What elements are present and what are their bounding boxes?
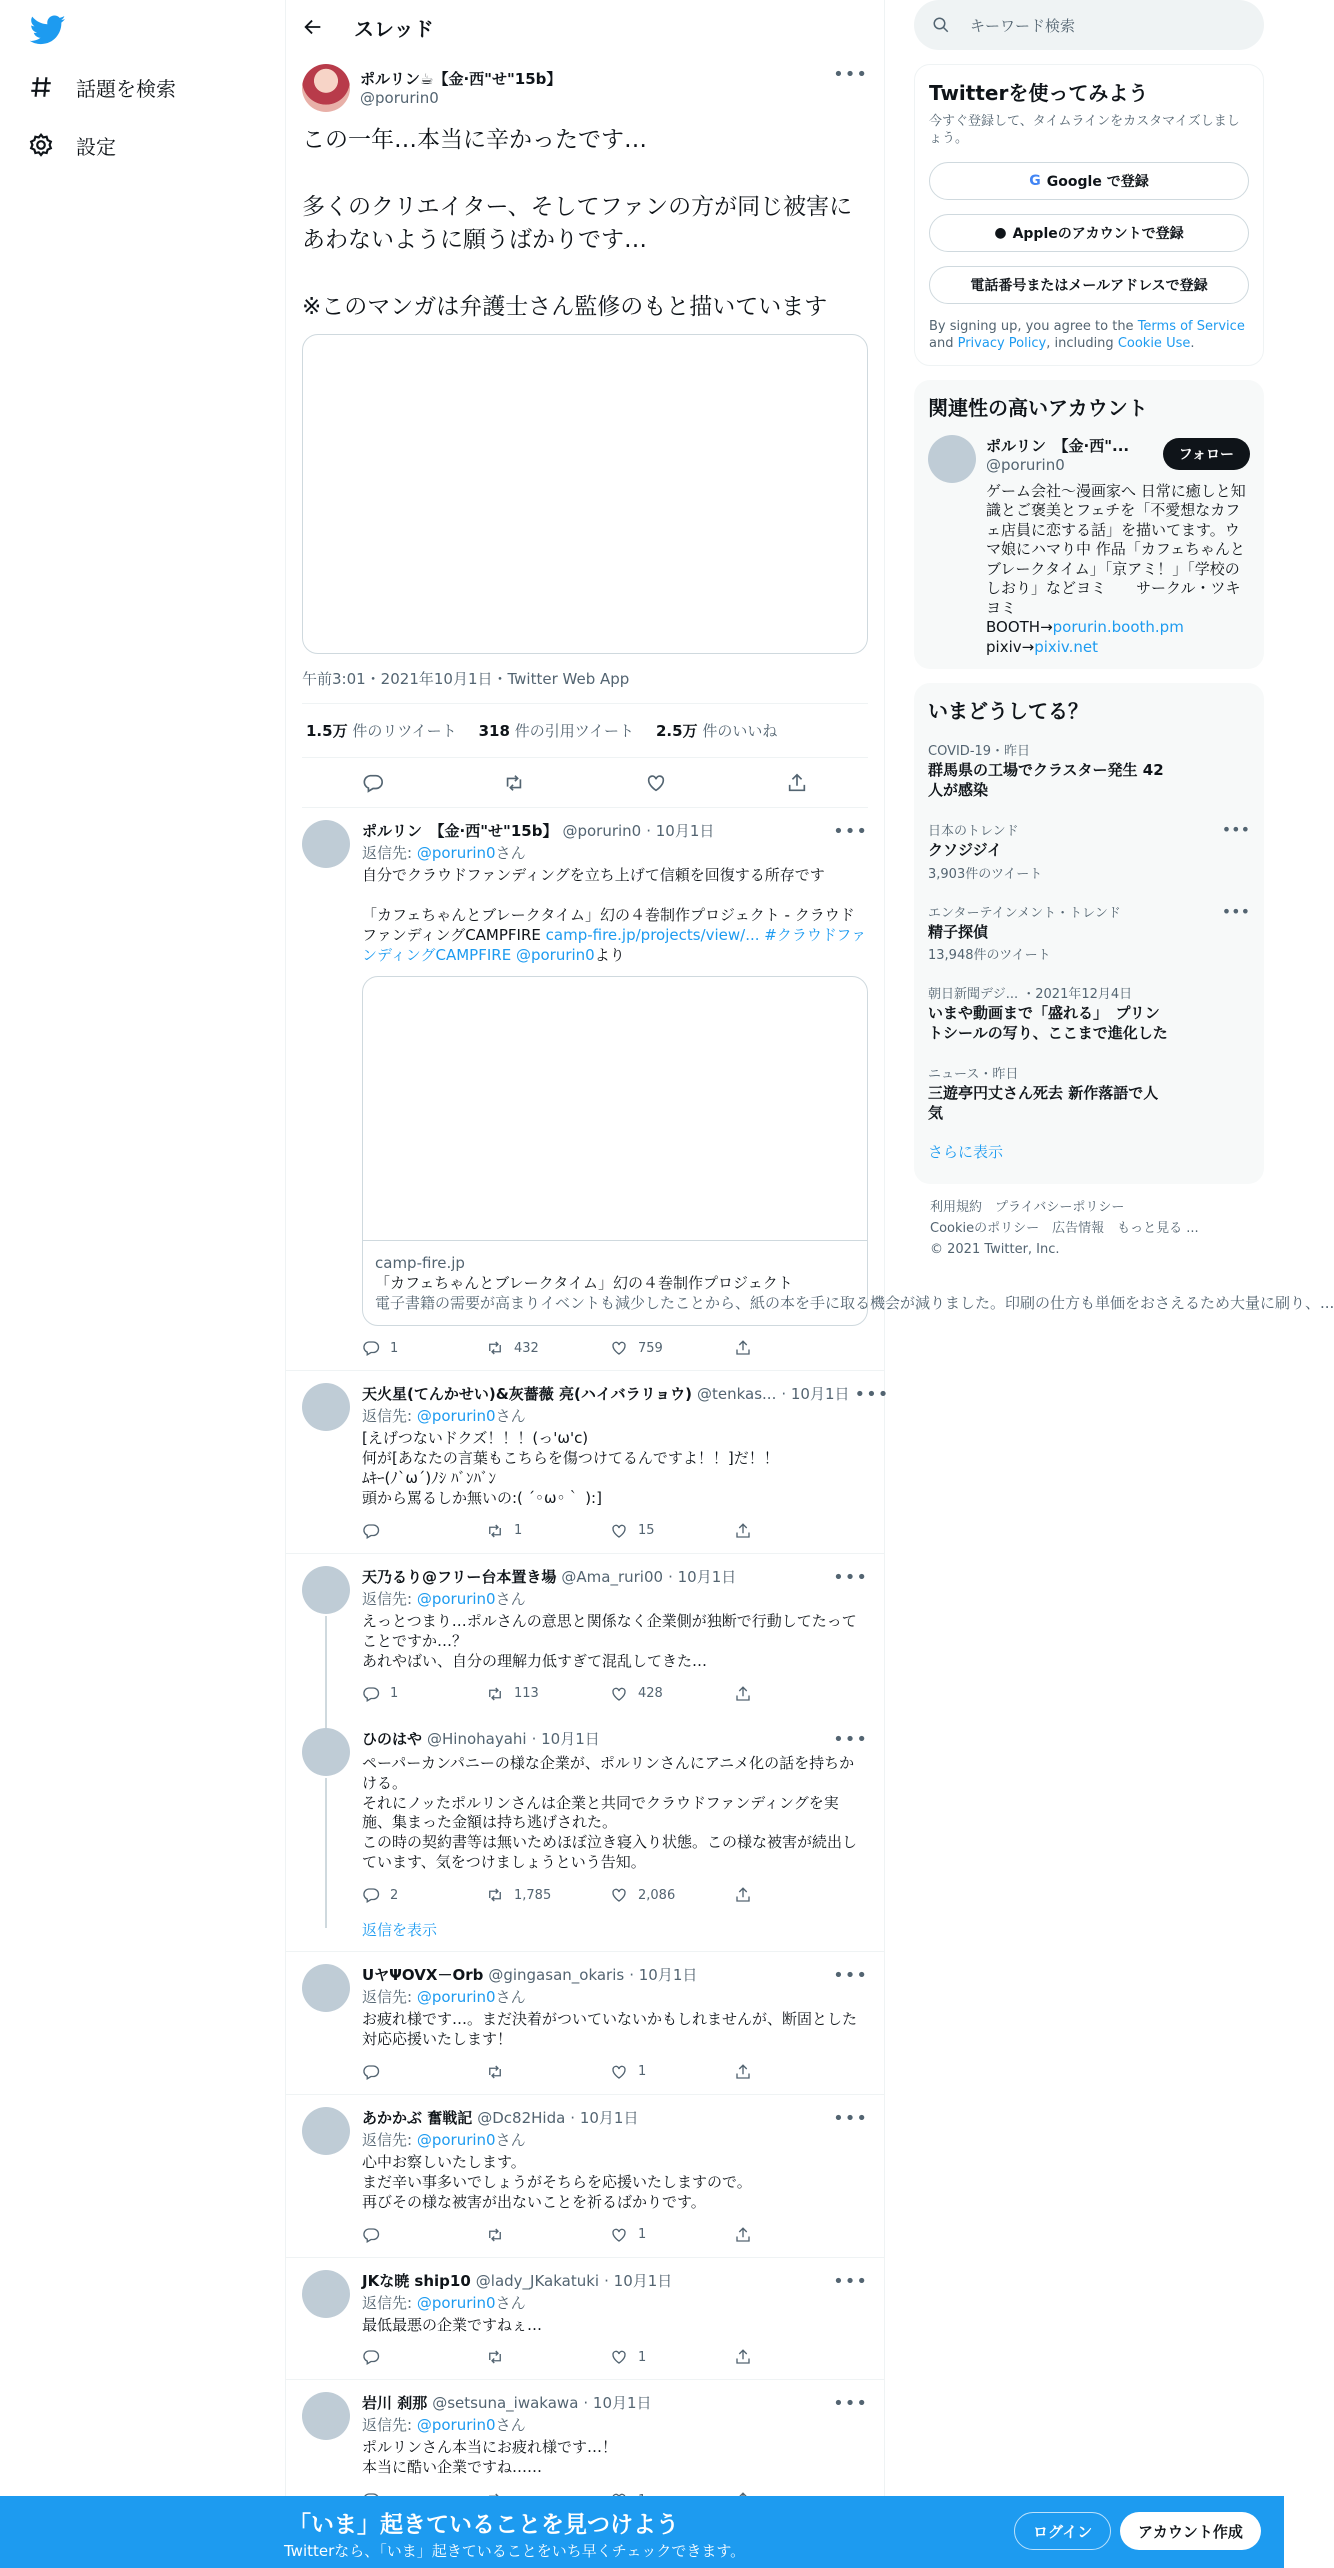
retweet-button[interactable]: 432 (486, 1339, 610, 1357)
reply-tweet[interactable] (286, 2095, 884, 2258)
more-icon[interactable]: ••• (1221, 820, 1250, 840)
apple-signup-button[interactable]: ● Appleのアカウントで登録 (929, 214, 1249, 252)
avatar[interactable] (302, 1964, 350, 2012)
google-signup-button[interactable]: G Google で登録 (929, 162, 1249, 200)
tweet-actions (362, 1672, 868, 1716)
share-icon (734, 2226, 752, 2244)
tweet-text: えっとつまり…ポルさんの意思と関係なく企業側が独断で行動してたってことですか…？ あれやばい、自分の理解力低すぎて混乱してきた… (362, 1611, 857, 1670)
nav-explore-label: 話題を検索 (76, 76, 176, 101)
retweet-button[interactable] (486, 2226, 610, 2244)
signup-legal: By signing up, you agree to the Terms of Service and Privacy Policy, including Cookie Use. (929, 318, 1245, 352)
author-handle[interactable]: @porurin0 (562, 822, 642, 841)
reply-to: 返信先: @porurin0さん (362, 844, 526, 862)
more-icon[interactable]: ••• (833, 2107, 868, 2129)
tweet-date[interactable]: · 10月1日 (646, 822, 715, 841)
avatar[interactable] (302, 1383, 350, 1431)
avatar[interactable] (302, 2392, 350, 2440)
reply-button[interactable] (362, 2348, 486, 2366)
mention-link[interactable]: @porurin0 (416, 1589, 496, 1608)
reply-button[interactable]: 1 (362, 1339, 486, 1357)
author-name[interactable]: あかかぶ 奮戦記 (362, 2108, 473, 2127)
tweet-date[interactable]: · 10月1日 (781, 1385, 850, 1404)
quote-count-link[interactable]: 318 件の引用ツイート (478, 722, 634, 741)
author-name[interactable]: ひのはや (362, 1729, 423, 1748)
tweet-text: 最低最悪の企業ですねぇ… (362, 2315, 543, 2334)
retweet-icon (486, 2063, 504, 2081)
footer (914, 1184, 1264, 1274)
share-button[interactable] (734, 1685, 858, 1703)
reply-icon (362, 2226, 380, 2244)
like-button[interactable]: 15 (610, 1522, 734, 1540)
thread-header (286, 0, 884, 54)
more-icon[interactable]: ••• (833, 1728, 868, 1750)
related-bio: ゲーム会社～漫画家へ 日常に癒しと知識とご褒美とフェチを「不愛想なカフェ店員に恋する話」を描いてます。ウマ娘にハマり中 作品「カフェちゃんとブレークタイム」「京アミ！」「学校のしおり」などヨミ サークル・ツキヨミ BOOTH→porurin.booth.pm pixiv→pixiv.net (986, 481, 1246, 656)
share-button[interactable] (734, 2063, 858, 2081)
retweet-button[interactable] (486, 2063, 610, 2081)
cookie-link[interactable]: Cookie Use (1117, 336, 1191, 352)
tweet-actions (362, 1873, 868, 1917)
like-icon[interactable] (645, 772, 667, 794)
tweet-date[interactable]: · 10月1日 (629, 1966, 698, 1985)
reply-button[interactable]: 1 (362, 1685, 486, 1703)
author-name[interactable]: UヤΨOVX－Orb (362, 1966, 484, 1985)
share-icon (734, 1886, 752, 1904)
right-sidebar (914, 0, 1264, 1275)
search-icon (932, 16, 950, 34)
avatar[interactable] (302, 2107, 350, 2155)
author-name[interactable]: ポルリン 【金·西"せ"15b】 (362, 822, 558, 841)
reply-to: 返信先: @porurin0さん (362, 2416, 526, 2435)
reply-button[interactable] (362, 2063, 486, 2081)
tweet-text: この一年…本当に辛かったです… 多くのクリエイター、そしてファンの方が同じ被害にあわないように願うばかりです… ※このマンガは弁護士さん監修のもと描いています (302, 127, 853, 320)
reply-icon (362, 1339, 380, 1357)
retweet-button[interactable]: 1,785 (486, 1886, 610, 1904)
gear-icon (28, 132, 54, 158)
like-button[interactable]: 428 (610, 1685, 734, 1703)
trend-item[interactable]: ニュース・昨日 三遊亭円丈さん死去 新作落語で人気 (928, 1067, 1159, 1122)
share-icon[interactable] (786, 772, 808, 794)
author-handle[interactable]: @Dc82Hida (477, 2108, 566, 2127)
share-icon (734, 1339, 752, 1357)
tweet-actions (362, 1509, 868, 1553)
related-name[interactable]: ポルリン 【金·西"... (986, 436, 1130, 455)
more-icon[interactable]: ••• (833, 64, 868, 85)
card-description: 電子書籍の需要が高まりイベントも減少したことから、紙の本を手に取る機会が減りました。印刷の仕方も単価をおさえるため大量に刷り、... (375, 1294, 1334, 1313)
nav-settings[interactable] (28, 120, 116, 170)
reply-tweet[interactable] (286, 2258, 884, 2381)
like-button[interactable]: 1 (610, 2226, 734, 2244)
reply-icon (362, 1886, 380, 1904)
retweet-icon (486, 2226, 504, 2244)
like-icon (610, 2226, 628, 2244)
share-icon (734, 2063, 752, 2081)
reply-tweet[interactable] (286, 1554, 884, 1716)
page-title: スレッド (354, 16, 434, 41)
retweet-button[interactable]: 113 (486, 1685, 610, 1703)
tweet-date[interactable]: · 10月1日 (583, 2394, 652, 2413)
more-icon[interactable]: ••• (833, 1567, 868, 1588)
author-handle[interactable]: @lady_JKakatuki (475, 2271, 600, 2290)
mention-link[interactable]: @porurin0 (416, 844, 496, 862)
hashtag-link[interactable]: #クラウドファンディングCAMPFIRE (362, 925, 867, 964)
more-icon[interactable]: ••• (833, 1965, 868, 1987)
reply-icon (362, 2063, 380, 2081)
signup-subtitle: 今すぐ登録して、タイムラインをカスタマイズしましょう。 (929, 114, 1240, 146)
tweet-date[interactable]: · 10月1日 (531, 1729, 600, 1748)
share-button[interactable] (734, 1339, 858, 1357)
show-more-link[interactable]: さらに表示 (928, 1143, 1004, 1162)
search-placeholder: キーワード検索 (970, 16, 1076, 35)
retweet-icon (486, 1886, 504, 1904)
tweet-meta: 午前3:01・2021年10月1日・Twitter Web App (302, 654, 868, 704)
tweet-text: ポルリンさん本当にお疲れ様です…！ 本当に酷い企業ですね…… (362, 2438, 618, 2477)
card-domain: camp-fire.jp (375, 1253, 465, 1272)
reply-to: 返信先: @porurin0さん (362, 2130, 526, 2149)
like-button[interactable]: 1 (610, 2348, 734, 2366)
trends-panel (914, 683, 1264, 1184)
bottom-signup-bar (0, 2496, 1284, 2568)
retweet-button[interactable]: 1 (486, 1522, 610, 1540)
card-image (363, 977, 867, 1241)
mention-link[interactable]: @porurin0 (416, 1407, 496, 1426)
card-title: 「カフェちゃんとブレークタイム」幻の４巻制作プロジェクト (375, 1273, 793, 1292)
author-handle[interactable]: @porurin0 (360, 89, 439, 107)
like-icon (610, 1339, 628, 1357)
avatar[interactable] (928, 435, 976, 483)
reply-icon (362, 1685, 380, 1703)
left-nav (0, 0, 285, 2568)
reply-icon[interactable] (362, 772, 384, 794)
retweet-button[interactable] (486, 2348, 610, 2366)
reply-icon (362, 1522, 380, 1540)
reply-button[interactable] (362, 1522, 486, 1540)
more-icon[interactable]: ••• (1221, 901, 1250, 921)
footer-links-1[interactable]: 利用規約 プライバシーポリシー (930, 1200, 1125, 1216)
share-button[interactable] (734, 2348, 858, 2366)
more-icon[interactable]: ••• (833, 2270, 868, 2292)
mention-link[interactable]: @porurin0 (416, 2293, 496, 2312)
related-handle[interactable]: @porurin0 (986, 455, 1065, 474)
like-icon (610, 1685, 628, 1703)
avatar[interactable] (302, 820, 350, 868)
terms-link[interactable]: Terms of Service (1137, 318, 1245, 334)
author-handle[interactable]: @Hinohayahi (427, 1729, 527, 1748)
mention-link[interactable]: @porurin0 (416, 1988, 496, 2007)
mention-link[interactable]: @porurin0 (416, 2130, 496, 2149)
copyright: © 2021 Twitter, Inc. (930, 1241, 1060, 1257)
tweet-media[interactable] (302, 334, 868, 654)
pixiv-link[interactable]: pixiv.net (1034, 637, 1099, 656)
retweet-icon (486, 2348, 504, 2366)
apple-icon: ● (994, 224, 1007, 241)
reply-icon (362, 2348, 380, 2366)
privacy-link[interactable]: Privacy Policy (957, 336, 1047, 352)
reply-button[interactable]: 2 (362, 1886, 486, 1904)
author-name[interactable]: 天乃るり@フリー台本置き場 (362, 1568, 557, 1586)
tweet-text: 心中お察しいたします。 まだ辛い事多いでしょうがそちらを応援いたしますので。 再びその様な被害が出ないことを祈るばかりです。 (362, 2152, 752, 2211)
author-name[interactable]: 岩川 刹那 (362, 2394, 428, 2413)
like-icon (610, 2348, 628, 2366)
like-button[interactable]: 2,086 (610, 1886, 734, 1904)
booth-link[interactable]: porurin.booth.pm (1052, 618, 1184, 637)
search-input[interactable] (914, 0, 1264, 50)
retweet-icon[interactable] (503, 772, 525, 794)
twitter-logo-icon[interactable] (30, 12, 66, 48)
share-button[interactable] (734, 2226, 858, 2244)
like-button[interactable]: 1 (610, 2063, 734, 2081)
bottom-subtitle: Twitterなら、「いま」起きていることをいち早くチェックできます。 (284, 2542, 746, 2560)
retweet-count-link[interactable]: 1.5万 件のリツイート (306, 722, 457, 741)
tweet-text: お疲れ様です…。まだ決着がついていないかもしれませんが、断固とした対応応援いたします！ (362, 2010, 858, 2048)
follow-button[interactable]: フォロー (1163, 438, 1250, 470)
trends-title: いまどうしてる？ (928, 699, 1088, 724)
mention-link[interactable]: @porurin0 (511, 945, 595, 964)
tweet-date[interactable]: · 10月1日 (668, 1568, 737, 1586)
tweet-actions (362, 2050, 868, 2094)
author-handle[interactable]: @setsuna_iwakawa (432, 2394, 579, 2413)
share-icon (734, 1522, 752, 1540)
tweet-date[interactable]: · 10月1日 (570, 2108, 639, 2127)
reply-tweet[interactable] (286, 1716, 884, 1953)
nav-explore[interactable] (28, 62, 176, 112)
phone-signup-button[interactable]: 電話番号またはメールアドレスで登録 (929, 266, 1249, 304)
trend-item[interactable]: 朝日新聞デジ... ・2021年12月4日 いまや動画まで「盛れる」 プリントシールの写り、ここまで進化した (928, 987, 1168, 1042)
author-handle[interactable]: @tenkas... (696, 1385, 777, 1404)
campfire-link[interactable]: camp-fire.jp/projects/view/... (545, 925, 760, 944)
share-button[interactable] (734, 1522, 858, 1540)
avatar[interactable] (302, 2270, 350, 2318)
author-name[interactable]: 天火星(てんかせい)&灰薔薇 亮(ハイバラリョウ) (362, 1385, 692, 1404)
reply-tweet[interactable] (286, 1371, 890, 1554)
signup-panel (914, 64, 1264, 366)
back-arrow-icon[interactable] (302, 16, 324, 38)
nav-settings-label: 設定 (76, 134, 116, 159)
tweet-actions (362, 2335, 868, 2379)
tweet-text: [えげつないドクズ！！！(っ'ω'c) 何が[あなたの言葉もこちらを傷つけてるんですよ！！]だ！！ ﾑｷｰ(ﾉ`ω´)ﾉｼ ﾊﾞﾝﾊﾞﾝ 頭から罵るしか無いの:( ´◦ω◦｀ ):] (362, 1429, 779, 1508)
related-account[interactable] (928, 435, 1250, 658)
avatar[interactable] (302, 1566, 350, 1614)
tweet-text: ペーパーカンパニーの様な企業が、ポルリンさんにアニメ化の話を持ちかける。 それにノッたポルリンさんは企業と共同でクラウドファンディングを実施、集まった金額は持ち逃げされた。 この時の契約書等は無いためほぼ泣き寝入り状態。この様な被害が続出しています、気をつけましょうという告知。 (362, 1753, 858, 1872)
retweet-icon (486, 1685, 504, 1703)
more-icon[interactable]: ••• (833, 2393, 868, 2415)
more-icon[interactable]: ••• (833, 821, 868, 843)
avatar[interactable] (302, 64, 350, 112)
author-name[interactable]: ポルリン☕【金·西"せ"15b】 (360, 70, 562, 88)
author-handle[interactable]: @gingasan_okaris (488, 1966, 625, 1985)
like-icon (610, 1522, 628, 1540)
signup-title: Twitterを使ってみよう (929, 81, 1149, 105)
like-button[interactable]: 759 (610, 1339, 734, 1357)
retweet-icon (486, 1522, 504, 1540)
like-icon (610, 2063, 628, 2081)
reply-to: 返信先: @porurin0さん (362, 1407, 526, 1426)
tweet-actions (362, 2213, 868, 2257)
author-handle[interactable]: @Ama_ruri00 (561, 1568, 664, 1586)
tweet-actions (302, 758, 868, 808)
avatar[interactable] (302, 1728, 350, 1776)
retweet-icon (486, 1339, 504, 1357)
like-icon (610, 1886, 628, 1904)
footer-links-2[interactable]: Cookieのポリシー 広告情報 もっと見る ... (930, 1221, 1199, 1237)
mention-link[interactable]: @porurin0 (416, 2416, 496, 2435)
author-name[interactable]: JKな暁 ship10 (362, 2271, 471, 2290)
more-icon[interactable]: ••• (854, 1384, 890, 1406)
bottom-title: 「いま」起きていることを見つけよう (288, 2512, 679, 2538)
hashtag-icon (28, 74, 54, 100)
like-count-link[interactable]: 2.5万 件のいいね (655, 722, 778, 741)
reply-to: 返信先: @porurin0さん (362, 1988, 526, 2007)
reply-to: 返信先: @porurin0さん (362, 1589, 526, 1608)
reply-to: 返信先: @porurin0さん (362, 2293, 526, 2312)
reply-button[interactable] (362, 2226, 486, 2244)
google-icon: G (1029, 172, 1041, 189)
trend-item[interactable]: COVID-19・昨日 群馬県の工場でクラスター発生 42人が感染 (928, 744, 1164, 799)
share-icon (734, 2348, 752, 2366)
trend-item[interactable]: エンターテインメント・トレンド 精子探偵 13,948件のツイート ••• (928, 901, 1250, 964)
tweet-actions (362, 1326, 868, 1370)
show-replies-link[interactable]: 返信を表示 (362, 1921, 438, 1940)
trend-item[interactable]: 日本のトレンド クソジジイ 3,903件のツイート ••• (928, 820, 1250, 882)
login-button[interactable]: ログイン (1014, 2512, 1111, 2550)
reply-tweet[interactable] (286, 1952, 884, 2095)
signup-button[interactable]: アカウント作成 (1120, 2512, 1261, 2550)
tweet-text: 自分でクラウドファンディングを立ち上げて信頼を回復する所存です 「カフェちゃんとブレークタイム」幻の４巻制作プロジェクト - クラウドファンディングCAMPFIRE camp-fire.jp/projects/view/... #クラウドファンディングCAMPFIRE @porurin0より (362, 865, 867, 964)
tweet-date[interactable]: · 10月1日 (604, 2271, 673, 2290)
share-button[interactable] (734, 1886, 858, 1904)
thread-line (325, 1778, 327, 1928)
tweet-stats (302, 704, 868, 758)
related-accounts (914, 380, 1264, 670)
focal-tweet (286, 54, 884, 808)
related-title: 関連性の高いアカウント (928, 395, 1148, 420)
share-icon (734, 1685, 752, 1703)
